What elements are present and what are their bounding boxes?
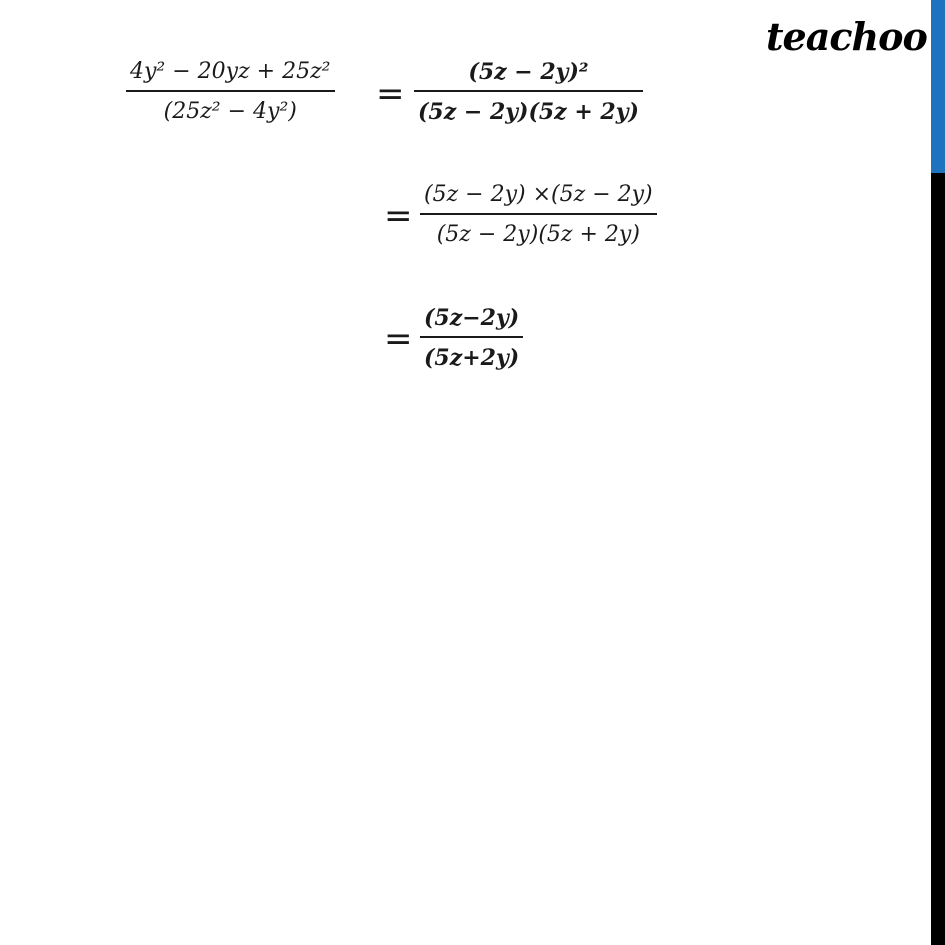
line1-lhs-numerator: 4y² − 20yz + 25z² (130, 59, 331, 84)
line1-lhs-fraction (126, 58, 335, 126)
line1-rhs-numerator: (5z − 2y)² (468, 59, 589, 85)
line2-fraction (420, 181, 657, 249)
line3-fraction (420, 304, 523, 372)
line1-equals-sign: = (376, 74, 405, 114)
line1-rhs-denominator: (5z − 2y)(5z + 2y) (418, 98, 639, 125)
line3-denominator: (5z+2y) (424, 344, 520, 371)
right-edge-bar (931, 0, 945, 945)
line3-numerator: (5z−2y) (424, 305, 520, 331)
line2-equals-sign: = (384, 196, 413, 236)
line1-lhs-denominator: (25z² − 4y²) (163, 98, 297, 124)
line1-rhs-fraction (414, 58, 643, 126)
teachoo-logo: teachoo (766, 14, 927, 59)
line2-denominator: (5z − 2y)(5z + 2y) (436, 221, 640, 247)
line2-numerator: (5z − 2y) ×(5z − 2y) (424, 182, 653, 207)
right-edge-accent (931, 0, 945, 173)
line3-equals-sign: = (384, 319, 413, 359)
